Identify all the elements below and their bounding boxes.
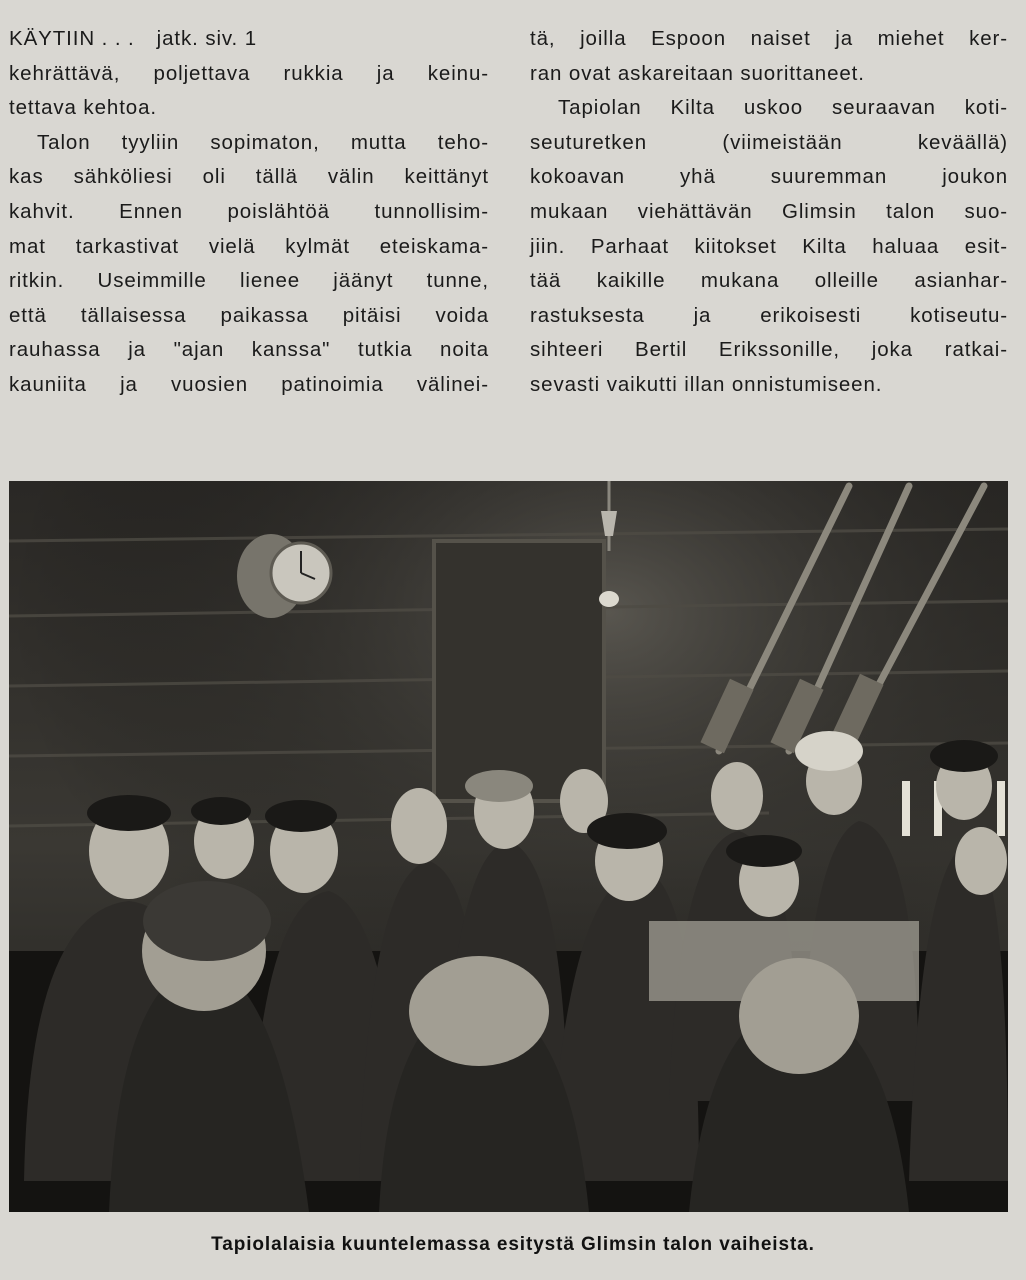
left-column-line: mat tarkastivat vielä kylmät eteiskama- (9, 234, 489, 258)
left-column-line: ritkin. Useimmille lienee jäänyt tunne, (9, 269, 489, 293)
right-column-line: tä, joilla Espoon naiset ja miehet ker- (530, 27, 1008, 50)
left-column-line: kehrättävä, poljettava rukkia ja keinu- (9, 61, 489, 85)
right-column-line: rastuksesta ja erikoisesti kotiseutu- (530, 303, 1008, 327)
group-photo (9, 481, 1008, 1212)
left-column-line: että tällaisessa paikassa pitäisi voida (9, 303, 489, 327)
right-column-text (530, 22, 1008, 403)
left-column-line: kahvit. Ennen poislähtöä tunnollisim- (9, 199, 489, 223)
left-column-line: tettava kehtoa. (9, 96, 157, 120)
photo-illustration (9, 481, 1008, 1212)
left-column-line: rauhassa ja "ajan kanssa" tutkia noita (9, 338, 489, 362)
continuation-header (9, 22, 489, 57)
article-column-right (530, 22, 1008, 403)
section-label: KÄYTIIN . . . (9, 27, 135, 50)
right-column-line: Tapiolan Kilta uskoo seuraavan koti- (558, 96, 1008, 120)
right-column-line: sihteeri Bertil Erikssonille, joka ratkai- (530, 338, 1008, 362)
right-column-line: ran ovat askareitaan suorittaneet. (530, 61, 865, 85)
right-column-line: jiin. Parhaat kiitokset Kilta haluaa esit- (530, 234, 1008, 258)
right-column-line: sevasti vaikutti illan onnistumiseen. (530, 372, 883, 396)
left-column-line: kas sähköliesi oli tällä välin keittänyt (9, 165, 489, 189)
continuation-label: jatk. siv. 1 (156, 27, 258, 50)
left-column-line: Talon tyyliin sopimaton, mutta teho- (37, 130, 489, 154)
right-column-line: mukaan viehättävän Glimsin talon suo- (530, 199, 1008, 223)
left-column-line: kauniita ja vuosien patinoimia välinei- (9, 372, 489, 396)
photo-caption: Tapiolalaisia kuuntelemassa esitystä Glimsin talon vaiheista. (211, 1234, 815, 1255)
right-column-line: tää kaikille mukana olleille asianhar- (530, 269, 1008, 293)
right-column-line: kokoavan yhä suuremman joukon (530, 165, 1008, 189)
left-column-text (9, 57, 489, 403)
article-column-left (9, 22, 489, 403)
right-column-line: seuturetken (viimeistään keväällä) (530, 130, 1008, 154)
